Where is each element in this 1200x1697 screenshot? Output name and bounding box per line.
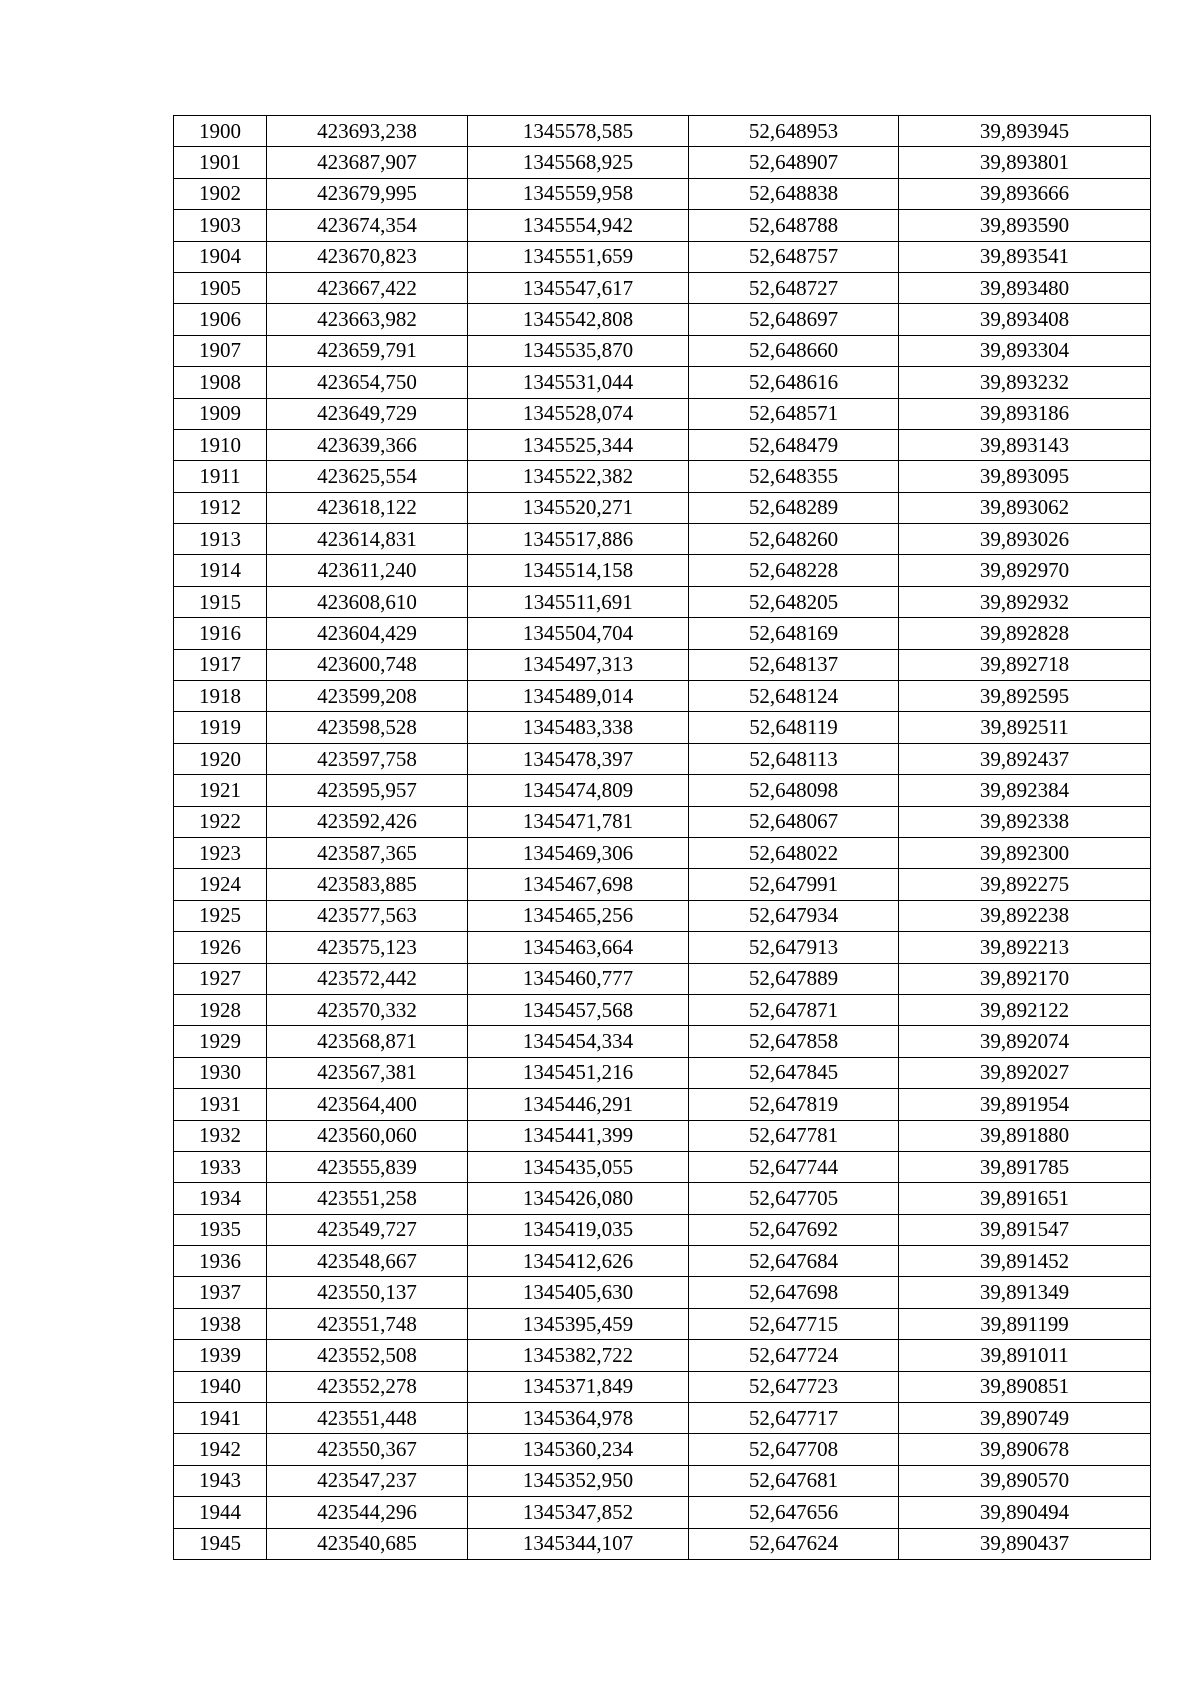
longitude-cell: 39,892074: [899, 1026, 1151, 1057]
point-number-cell: 1914: [174, 555, 267, 586]
latitude-cell: 52,647715: [689, 1308, 899, 1339]
x-coordinate-cell: 423540,685: [267, 1528, 468, 1559]
longitude-cell: 39,891349: [899, 1277, 1151, 1308]
x-coordinate-cell: 423567,381: [267, 1057, 468, 1088]
y-coordinate-cell: 1345559,958: [468, 178, 689, 209]
longitude-cell: 39,892828: [899, 618, 1151, 649]
point-number-cell: 1930: [174, 1057, 267, 1088]
latitude-cell: 52,648137: [689, 649, 899, 680]
point-number-cell: 1921: [174, 775, 267, 806]
point-number-cell: 1911: [174, 461, 267, 492]
point-number-cell: 1905: [174, 272, 267, 303]
latitude-cell: 52,648169: [689, 618, 899, 649]
x-coordinate-cell: 423595,957: [267, 775, 468, 806]
table-row: [174, 649, 1151, 680]
y-coordinate-cell: 1345454,334: [468, 1026, 689, 1057]
x-coordinate-cell: 423639,366: [267, 429, 468, 460]
latitude-cell: 52,647871: [689, 994, 899, 1025]
table-row: [174, 869, 1151, 900]
point-number-cell: 1941: [174, 1403, 267, 1434]
longitude-cell: 39,892437: [899, 743, 1151, 774]
longitude-cell: 39,893480: [899, 272, 1151, 303]
x-coordinate-cell: 423548,667: [267, 1246, 468, 1277]
table-row: [174, 712, 1151, 743]
table-row: [174, 994, 1151, 1025]
longitude-cell: 39,893801: [899, 147, 1151, 178]
longitude-cell: 39,893541: [899, 241, 1151, 272]
latitude-cell: 52,648479: [689, 429, 899, 460]
longitude-cell: 39,892932: [899, 586, 1151, 617]
point-number-cell: 1935: [174, 1214, 267, 1245]
x-coordinate-cell: 423611,240: [267, 555, 468, 586]
table-row: [174, 272, 1151, 303]
x-coordinate-cell: 423693,238: [267, 116, 468, 147]
point-number-cell: 1938: [174, 1308, 267, 1339]
x-coordinate-cell: 423547,237: [267, 1465, 468, 1496]
latitude-cell: 52,647723: [689, 1371, 899, 1402]
point-number-cell: 1909: [174, 398, 267, 429]
point-number-cell: 1906: [174, 304, 267, 335]
x-coordinate-cell: 423667,422: [267, 272, 468, 303]
y-coordinate-cell: 1345504,704: [468, 618, 689, 649]
latitude-cell: 52,647656: [689, 1497, 899, 1528]
longitude-cell: 39,890851: [899, 1371, 1151, 1402]
longitude-cell: 39,893232: [899, 367, 1151, 398]
latitude-cell: 52,647781: [689, 1120, 899, 1151]
y-coordinate-cell: 1345441,399: [468, 1120, 689, 1151]
table-row: [174, 900, 1151, 931]
table-row: [174, 1246, 1151, 1277]
point-number-cell: 1926: [174, 932, 267, 963]
table-row: [174, 367, 1151, 398]
table-row: [174, 1120, 1151, 1151]
point-number-cell: 1931: [174, 1089, 267, 1120]
longitude-cell: 39,890749: [899, 1403, 1151, 1434]
point-number-cell: 1942: [174, 1434, 267, 1465]
point-number-cell: 1920: [174, 743, 267, 774]
longitude-cell: 39,893062: [899, 492, 1151, 523]
longitude-cell: 39,893143: [899, 429, 1151, 460]
table-row: [174, 116, 1151, 147]
longitude-cell: 39,893186: [899, 398, 1151, 429]
point-number-cell: 1939: [174, 1340, 267, 1371]
x-coordinate-cell: 423604,429: [267, 618, 468, 649]
y-coordinate-cell: 1345554,942: [468, 210, 689, 241]
point-number-cell: 1933: [174, 1151, 267, 1182]
longitude-cell: 39,892275: [899, 869, 1151, 900]
x-coordinate-cell: 423552,278: [267, 1371, 468, 1402]
table-row: [174, 1057, 1151, 1088]
latitude-cell: 52,647684: [689, 1246, 899, 1277]
y-coordinate-cell: 1345489,014: [468, 681, 689, 712]
x-coordinate-cell: 423549,727: [267, 1214, 468, 1245]
longitude-cell: 39,892718: [899, 649, 1151, 680]
latitude-cell: 52,648788: [689, 210, 899, 241]
point-number-cell: 1934: [174, 1183, 267, 1214]
latitude-cell: 52,647717: [689, 1403, 899, 1434]
y-coordinate-cell: 1345426,080: [468, 1183, 689, 1214]
x-coordinate-cell: 423587,365: [267, 837, 468, 868]
x-coordinate-cell: 423659,791: [267, 335, 468, 366]
x-coordinate-cell: 423575,123: [267, 932, 468, 963]
y-coordinate-cell: 1345483,338: [468, 712, 689, 743]
y-coordinate-cell: 1345514,158: [468, 555, 689, 586]
x-coordinate-cell: 423551,258: [267, 1183, 468, 1214]
point-number-cell: 1943: [174, 1465, 267, 1496]
longitude-cell: 39,891452: [899, 1246, 1151, 1277]
latitude-cell: 52,647991: [689, 869, 899, 900]
table-row: [174, 398, 1151, 429]
point-number-cell: 1923: [174, 837, 267, 868]
y-coordinate-cell: 1345511,691: [468, 586, 689, 617]
table-row: [174, 555, 1151, 586]
table-row: [174, 524, 1151, 555]
x-coordinate-cell: 423550,367: [267, 1434, 468, 1465]
longitude-cell: 39,892338: [899, 806, 1151, 837]
point-number-cell: 1940: [174, 1371, 267, 1402]
y-coordinate-cell: 1345528,074: [468, 398, 689, 429]
longitude-cell: 39,893026: [899, 524, 1151, 555]
x-coordinate-cell: 423552,508: [267, 1340, 468, 1371]
latitude-cell: 52,647698: [689, 1277, 899, 1308]
latitude-cell: 52,648727: [689, 272, 899, 303]
longitude-cell: 39,891880: [899, 1120, 1151, 1151]
point-number-cell: 1916: [174, 618, 267, 649]
point-number-cell: 1924: [174, 869, 267, 900]
point-number-cell: 1900: [174, 116, 267, 147]
latitude-cell: 52,647692: [689, 1214, 899, 1245]
table-row: [174, 1026, 1151, 1057]
longitude-cell: 39,892122: [899, 994, 1151, 1025]
table-row: [174, 241, 1151, 272]
table-row: [174, 1340, 1151, 1371]
latitude-cell: 52,647744: [689, 1151, 899, 1182]
y-coordinate-cell: 1345520,271: [468, 492, 689, 523]
latitude-cell: 52,648953: [689, 116, 899, 147]
y-coordinate-cell: 1345352,950: [468, 1465, 689, 1496]
point-number-cell: 1945: [174, 1528, 267, 1559]
y-coordinate-cell: 1345547,617: [468, 272, 689, 303]
table-row: [174, 775, 1151, 806]
longitude-cell: 39,890570: [899, 1465, 1151, 1496]
latitude-cell: 52,647705: [689, 1183, 899, 1214]
latitude-cell: 52,648757: [689, 241, 899, 272]
y-coordinate-cell: 1345471,781: [468, 806, 689, 837]
x-coordinate-cell: 423583,885: [267, 869, 468, 900]
latitude-cell: 52,648124: [689, 681, 899, 712]
point-number-cell: 1908: [174, 367, 267, 398]
x-coordinate-cell: 423600,748: [267, 649, 468, 680]
y-coordinate-cell: 1345457,568: [468, 994, 689, 1025]
x-coordinate-cell: 423555,839: [267, 1151, 468, 1182]
longitude-cell: 39,891785: [899, 1151, 1151, 1182]
latitude-cell: 52,648355: [689, 461, 899, 492]
y-coordinate-cell: 1345467,698: [468, 869, 689, 900]
coordinates-table: [173, 115, 1151, 1560]
latitude-cell: 52,647934: [689, 900, 899, 931]
longitude-cell: 39,893304: [899, 335, 1151, 366]
latitude-cell: 52,648228: [689, 555, 899, 586]
longitude-cell: 39,893408: [899, 304, 1151, 335]
point-number-cell: 1902: [174, 178, 267, 209]
latitude-cell: 52,648260: [689, 524, 899, 555]
y-coordinate-cell: 1345551,659: [468, 241, 689, 272]
x-coordinate-cell: 423568,871: [267, 1026, 468, 1057]
x-coordinate-cell: 423577,563: [267, 900, 468, 931]
table-row: [174, 963, 1151, 994]
latitude-cell: 52,647819: [689, 1089, 899, 1120]
x-coordinate-cell: 423679,995: [267, 178, 468, 209]
table-row: [174, 806, 1151, 837]
y-coordinate-cell: 1345469,306: [468, 837, 689, 868]
point-number-cell: 1919: [174, 712, 267, 743]
latitude-cell: 52,647724: [689, 1340, 899, 1371]
x-coordinate-cell: 423597,758: [267, 743, 468, 774]
table-row: [174, 178, 1151, 209]
point-number-cell: 1928: [174, 994, 267, 1025]
y-coordinate-cell: 1345497,313: [468, 649, 689, 680]
y-coordinate-cell: 1345542,808: [468, 304, 689, 335]
table-row: [174, 1277, 1151, 1308]
y-coordinate-cell: 1345525,344: [468, 429, 689, 460]
latitude-cell: 52,647858: [689, 1026, 899, 1057]
longitude-cell: 39,893590: [899, 210, 1151, 241]
table-row: [174, 1151, 1151, 1182]
latitude-cell: 52,647889: [689, 963, 899, 994]
point-number-cell: 1904: [174, 241, 267, 272]
y-coordinate-cell: 1345465,256: [468, 900, 689, 931]
point-number-cell: 1925: [174, 900, 267, 931]
x-coordinate-cell: 423654,750: [267, 367, 468, 398]
longitude-cell: 39,893945: [899, 116, 1151, 147]
table-row: [174, 304, 1151, 335]
x-coordinate-cell: 423599,208: [267, 681, 468, 712]
x-coordinate-cell: 423564,400: [267, 1089, 468, 1120]
longitude-cell: 39,893666: [899, 178, 1151, 209]
longitude-cell: 39,891199: [899, 1308, 1151, 1339]
latitude-cell: 52,648289: [689, 492, 899, 523]
table-row: [174, 618, 1151, 649]
longitude-cell: 39,890437: [899, 1528, 1151, 1559]
table-row: [174, 1528, 1151, 1559]
longitude-cell: 39,892300: [899, 837, 1151, 868]
latitude-cell: 52,648571: [689, 398, 899, 429]
latitude-cell: 52,648205: [689, 586, 899, 617]
y-coordinate-cell: 1345344,107: [468, 1528, 689, 1559]
longitude-cell: 39,892970: [899, 555, 1151, 586]
x-coordinate-cell: 423608,610: [267, 586, 468, 617]
point-number-cell: 1907: [174, 335, 267, 366]
point-number-cell: 1936: [174, 1246, 267, 1277]
point-number-cell: 1927: [174, 963, 267, 994]
y-coordinate-cell: 1345531,044: [468, 367, 689, 398]
point-number-cell: 1910: [174, 429, 267, 460]
table-row: [174, 147, 1151, 178]
y-coordinate-cell: 1345405,630: [468, 1277, 689, 1308]
x-coordinate-cell: 423598,528: [267, 712, 468, 743]
longitude-cell: 39,891954: [899, 1089, 1151, 1120]
longitude-cell: 39,892384: [899, 775, 1151, 806]
longitude-cell: 39,890678: [899, 1434, 1151, 1465]
y-coordinate-cell: 1345419,035: [468, 1214, 689, 1245]
latitude-cell: 52,647845: [689, 1057, 899, 1088]
table-row: [174, 429, 1151, 460]
y-coordinate-cell: 1345522,382: [468, 461, 689, 492]
longitude-cell: 39,893095: [899, 461, 1151, 492]
point-number-cell: 1912: [174, 492, 267, 523]
latitude-cell: 52,647681: [689, 1465, 899, 1496]
longitude-cell: 39,891011: [899, 1340, 1151, 1371]
x-coordinate-cell: 423670,823: [267, 241, 468, 272]
latitude-cell: 52,648838: [689, 178, 899, 209]
x-coordinate-cell: 423544,296: [267, 1497, 468, 1528]
point-number-cell: 1922: [174, 806, 267, 837]
latitude-cell: 52,648098: [689, 775, 899, 806]
table-row: [174, 743, 1151, 774]
table-row: [174, 1465, 1151, 1496]
latitude-cell: 52,648022: [689, 837, 899, 868]
y-coordinate-cell: 1345451,216: [468, 1057, 689, 1088]
y-coordinate-cell: 1345517,886: [468, 524, 689, 555]
y-coordinate-cell: 1345535,870: [468, 335, 689, 366]
x-coordinate-cell: 423560,060: [267, 1120, 468, 1151]
y-coordinate-cell: 1345347,852: [468, 1497, 689, 1528]
longitude-cell: 39,892238: [899, 900, 1151, 931]
y-coordinate-cell: 1345478,397: [468, 743, 689, 774]
longitude-cell: 39,892027: [899, 1057, 1151, 1088]
x-coordinate-cell: 423592,426: [267, 806, 468, 837]
table-row: [174, 1183, 1151, 1214]
table-row: [174, 335, 1151, 366]
longitude-cell: 39,890494: [899, 1497, 1151, 1528]
y-coordinate-cell: 1345474,809: [468, 775, 689, 806]
y-coordinate-cell: 1345395,459: [468, 1308, 689, 1339]
latitude-cell: 52,648616: [689, 367, 899, 398]
x-coordinate-cell: 423572,442: [267, 963, 468, 994]
y-coordinate-cell: 1345382,722: [468, 1340, 689, 1371]
point-number-cell: 1918: [174, 681, 267, 712]
x-coordinate-cell: 423550,137: [267, 1277, 468, 1308]
table-row: [174, 492, 1151, 523]
latitude-cell: 52,648697: [689, 304, 899, 335]
point-number-cell: 1901: [174, 147, 267, 178]
latitude-cell: 52,647624: [689, 1528, 899, 1559]
x-coordinate-cell: 423614,831: [267, 524, 468, 555]
longitude-cell: 39,892511: [899, 712, 1151, 743]
x-coordinate-cell: 423551,748: [267, 1308, 468, 1339]
longitude-cell: 39,892213: [899, 932, 1151, 963]
y-coordinate-cell: 1345435,055: [468, 1151, 689, 1182]
coordinates-table-body: [174, 116, 1151, 1560]
table-row: [174, 1089, 1151, 1120]
table-row: [174, 1308, 1151, 1339]
y-coordinate-cell: 1345568,925: [468, 147, 689, 178]
point-number-cell: 1944: [174, 1497, 267, 1528]
table-row: [174, 1371, 1151, 1402]
latitude-cell: 52,648119: [689, 712, 899, 743]
longitude-cell: 39,892170: [899, 963, 1151, 994]
y-coordinate-cell: 1345364,978: [468, 1403, 689, 1434]
point-number-cell: 1929: [174, 1026, 267, 1057]
latitude-cell: 52,648113: [689, 743, 899, 774]
y-coordinate-cell: 1345371,849: [468, 1371, 689, 1402]
x-coordinate-cell: 423625,554: [267, 461, 468, 492]
longitude-cell: 39,892595: [899, 681, 1151, 712]
latitude-cell: 52,648067: [689, 806, 899, 837]
x-coordinate-cell: 423570,332: [267, 994, 468, 1025]
table-row: [174, 837, 1151, 868]
table-row: [174, 1403, 1151, 1434]
x-coordinate-cell: 423687,907: [267, 147, 468, 178]
y-coordinate-cell: 1345463,664: [468, 932, 689, 963]
x-coordinate-cell: 423618,122: [267, 492, 468, 523]
point-number-cell: 1915: [174, 586, 267, 617]
table-row: [174, 586, 1151, 617]
x-coordinate-cell: 423649,729: [267, 398, 468, 429]
y-coordinate-cell: 1345578,585: [468, 116, 689, 147]
table-row: [174, 1214, 1151, 1245]
latitude-cell: 52,647913: [689, 932, 899, 963]
point-number-cell: 1903: [174, 210, 267, 241]
latitude-cell: 52,648660: [689, 335, 899, 366]
table-row: [174, 932, 1151, 963]
x-coordinate-cell: 423663,982: [267, 304, 468, 335]
table-row: [174, 681, 1151, 712]
point-number-cell: 1937: [174, 1277, 267, 1308]
x-coordinate-cell: 423551,448: [267, 1403, 468, 1434]
y-coordinate-cell: 1345446,291: [468, 1089, 689, 1120]
latitude-cell: 52,648907: [689, 147, 899, 178]
y-coordinate-cell: 1345360,234: [468, 1434, 689, 1465]
table-row: [174, 1497, 1151, 1528]
table-row: [174, 210, 1151, 241]
y-coordinate-cell: 1345460,777: [468, 963, 689, 994]
point-number-cell: 1917: [174, 649, 267, 680]
table-row: [174, 461, 1151, 492]
point-number-cell: 1913: [174, 524, 267, 555]
latitude-cell: 52,647708: [689, 1434, 899, 1465]
longitude-cell: 39,891651: [899, 1183, 1151, 1214]
longitude-cell: 39,891547: [899, 1214, 1151, 1245]
table-row: [174, 1434, 1151, 1465]
point-number-cell: 1932: [174, 1120, 267, 1151]
x-coordinate-cell: 423674,354: [267, 210, 468, 241]
y-coordinate-cell: 1345412,626: [468, 1246, 689, 1277]
